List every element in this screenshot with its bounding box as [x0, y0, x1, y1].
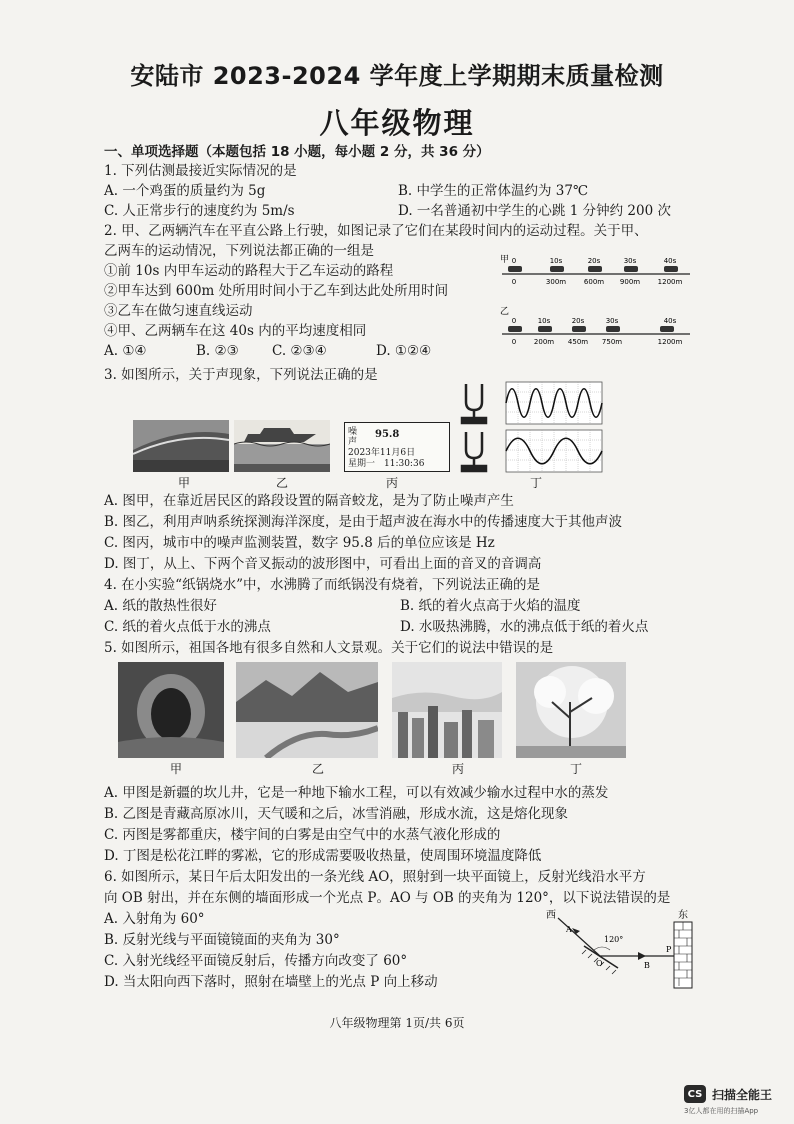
q3-option-a: A. 图甲，在靠近居民区的路段设置的隔音蛟龙，是为了防止噪声产生 — [104, 493, 514, 509]
karez-photo — [118, 662, 224, 758]
q4-stem: 4. 在小实验“纸锅烧水”中，水沸腾了而纸锅没有烧着，下列说法正确的是 — [104, 577, 540, 593]
car-yi-label: 乙 — [500, 307, 510, 317]
foggy-city-photo — [392, 662, 502, 758]
exam-title: 安陆市 2023-2024 学年度上学期期末质量检测 — [130, 62, 664, 90]
noise-value: 95.8 — [375, 429, 400, 440]
q6-stem-line2: 向 OB 射出，并在东侧的墙面形成一个光点 P。AO 与 OB 的夹角为 120°，以下说法错误的是 — [104, 890, 671, 906]
car-motion-diagram — [496, 252, 696, 360]
q6-option-c: C. 入射光线经平面镜反射后，传播方向改变了 60° — [104, 953, 408, 969]
q3-caption-bing: 丙 — [386, 476, 399, 490]
q5-caption-jia: 甲 — [170, 762, 183, 776]
q4-option-b: B. 纸的着火点高于火焰的温度 — [400, 598, 581, 614]
q2-statement-1: ①前 10s 内甲车运动的路程大于乙车运动的路程 — [104, 263, 394, 279]
noise-date: 2023年11月6日 — [348, 448, 416, 458]
q1-option-b: B. 中学生的正常体温约为 37℃ — [398, 183, 589, 199]
q2-statement-4: ④甲、乙两辆车在这 40s 内的平均速度相同 — [104, 323, 367, 339]
jia-distance-label: 0 — [511, 278, 517, 286]
jia-distance-label: 600m — [583, 278, 605, 286]
q1-stem: 1. 下列估测最接近实际情况的是 — [104, 163, 297, 179]
scanner-watermark — [684, 1085, 772, 1103]
jia-time-label: 20s — [587, 257, 601, 265]
scanner-logo-icon: CS — [684, 1085, 706, 1103]
q3-option-c: C. 图丙，城市中的噪声监测装置，数字 95.8 后的单位应该是 Hz — [104, 535, 495, 551]
waveform-grid-bottom — [506, 430, 602, 472]
q2-option-c: C. ②③④ — [272, 343, 327, 359]
q2-option-b: B. ②③ — [196, 343, 239, 359]
section-heading: 一、单项选择题（本题包括 18 小题，每小题 2 分，共 36 分） — [104, 144, 490, 160]
jia-time-label: 40s — [663, 257, 677, 265]
q3-caption-ding: 丁 — [530, 476, 543, 490]
q3-option-b: B. 图乙，利用声呐系统探测海洋深度，是由于超声波在海水中的传播速度大于其他声波 — [104, 514, 623, 530]
yi-distance-label: 0 — [511, 338, 517, 346]
q6-option-d: D. 当太阳向西下落时，照射在墙壁上的光点 P 向上移动 — [104, 974, 438, 990]
sonar-ship-diagram — [234, 420, 330, 472]
incident-ray — [558, 918, 600, 956]
q6-stem-line1: 6. 如图所示，某日午后太阳发出的一条光线 AO，照射到一块平面镜上，反射光线沿水平方 — [104, 869, 646, 885]
car-yi-icons — [508, 326, 674, 332]
q1-option-a: A. 一个鸡蛋的质量约为 5g — [104, 183, 266, 199]
q5-option-c: C. 丙图是雾都重庆，楼宇间的白雾是由空气中的水蒸气液化形成的 — [104, 827, 501, 843]
jia-time-label: 0 — [511, 257, 517, 265]
q2-stem-line1: 2. 甲、乙两辆汽车在平直公路上行驶，如图记录了它们在某段时间内的运动过程。关于甲、 — [104, 223, 648, 239]
jia-time-label: 10s — [549, 257, 563, 265]
q5-stem: 5. 如图所示，祖国各地有很多自然和人文景观。关于它们的说法中错误的是 — [104, 640, 554, 656]
q2-statement-3: ③乙车在做匀速直线运动 — [104, 303, 253, 319]
car-jia-label: 甲 — [500, 255, 510, 265]
q5-option-b: B. 乙图是青藏高原冰川，天气暖和之后，冰雪消融，形成水流，这是熔化现象 — [104, 806, 569, 822]
q3-option-d: D. 图丁，从上、下两个音叉振动的波形图中，可看出上面的音叉的音调高 — [104, 556, 542, 572]
jia-distance-label: 900m — [619, 278, 641, 286]
point-o-label: O — [596, 959, 603, 968]
tuning-fork-waveforms — [456, 380, 606, 474]
waveform-grid-top — [506, 382, 602, 424]
noise-label-1: 噪 — [348, 427, 358, 437]
yi-time-label: 10s — [537, 317, 551, 325]
point-a-label: A — [566, 925, 572, 934]
yi-distance-label: 450m — [567, 338, 589, 346]
label-east: 东 — [678, 910, 688, 921]
q2-statement-2: ②甲车达到 600m 处所用时间小于乙车到达此处所用时间 — [104, 283, 449, 299]
car-motion-figure — [496, 252, 696, 360]
q2-stem-line2: 乙两车的运动情况，下列说法都正确的一组是 — [104, 243, 374, 259]
q5-caption-ding: 丁 — [570, 762, 583, 776]
q4-option-c: C. 纸的着火点低于水的沸点 — [104, 619, 271, 635]
glacier-photo — [236, 662, 378, 758]
angle-label: 120° — [604, 935, 624, 944]
q4-option-d: D. 水吸热沸腾，水的沸点低于纸的着火点 — [400, 619, 649, 635]
q5-option-a: A. 甲图是新疆的坎儿井，它是一种地下输水工程，可以有效减少输水过程中水的蒸发 — [104, 785, 609, 801]
jia-distance-label: 1200m — [657, 278, 683, 286]
q5-caption-bing: 丙 — [452, 762, 465, 776]
q6-option-a: A. 入射角为 60° — [104, 911, 205, 927]
noise-label-2: 声 — [348, 437, 358, 447]
jia-distance-label: 300m — [545, 278, 567, 286]
q3-caption-yi: 乙 — [276, 476, 289, 490]
q5-caption-yi: 乙 — [312, 762, 325, 776]
q6-option-b: B. 反射光线与平面镜镜面的夹角为 30° — [104, 932, 340, 948]
exam-subtitle: 八年级物理 — [319, 106, 475, 140]
yi-time-label: 20s — [571, 317, 585, 325]
q2-option-a: A. ①④ — [104, 343, 147, 359]
angle-arc — [594, 947, 610, 950]
point-p-label: P — [666, 945, 672, 954]
q3-stem: 3. 如图所示，关于声现象，下列说法正确的是 — [104, 367, 378, 383]
label-west: 西 — [546, 910, 556, 921]
tuning-fork-icon — [462, 384, 486, 471]
noise-monitor-display — [344, 422, 450, 472]
sound-barrier-photo — [133, 420, 229, 472]
q3-caption-jia: 甲 — [178, 476, 191, 490]
wall — [674, 922, 692, 988]
yi-distance-label: 750m — [601, 338, 623, 346]
yi-time-label: 40s — [663, 317, 677, 325]
q2-option-d: D. ①②④ — [376, 343, 432, 359]
yi-distance-label: 200m — [533, 338, 555, 346]
rime-tree-photo — [516, 662, 626, 758]
car-jia-icons — [508, 266, 678, 272]
jia-time-label: 30s — [623, 257, 637, 265]
scanner-tagline: 3亿人都在用的扫描App — [684, 1107, 759, 1115]
q1-option-c: C. 人正常步行的速度约为 5m/s — [104, 203, 295, 219]
noise-time: 星期一 11:30:36 — [348, 459, 425, 469]
yi-time-label: 0 — [511, 317, 517, 325]
yi-time-label: 30s — [605, 317, 619, 325]
page-footer: 八年级物理第 1页/共 6页 — [329, 1016, 465, 1030]
reflected-arrow-icon — [638, 952, 646, 960]
point-b-label: B — [644, 961, 650, 970]
mirror-reflection-figure — [546, 906, 696, 990]
q1-option-d: D. 一名普通初中学生的心跳 1 分钟约 200 次 — [398, 203, 671, 219]
q5-option-d: D. 丁图是松花江畔的雾凇，它的形成需要吸收热量，使周围环境温度降低 — [104, 848, 542, 864]
yi-distance-label: 1200m — [657, 338, 683, 346]
q4-option-a: A. 纸的散热性很好 — [104, 598, 217, 614]
scanner-name: 扫描全能王 — [712, 1087, 773, 1102]
